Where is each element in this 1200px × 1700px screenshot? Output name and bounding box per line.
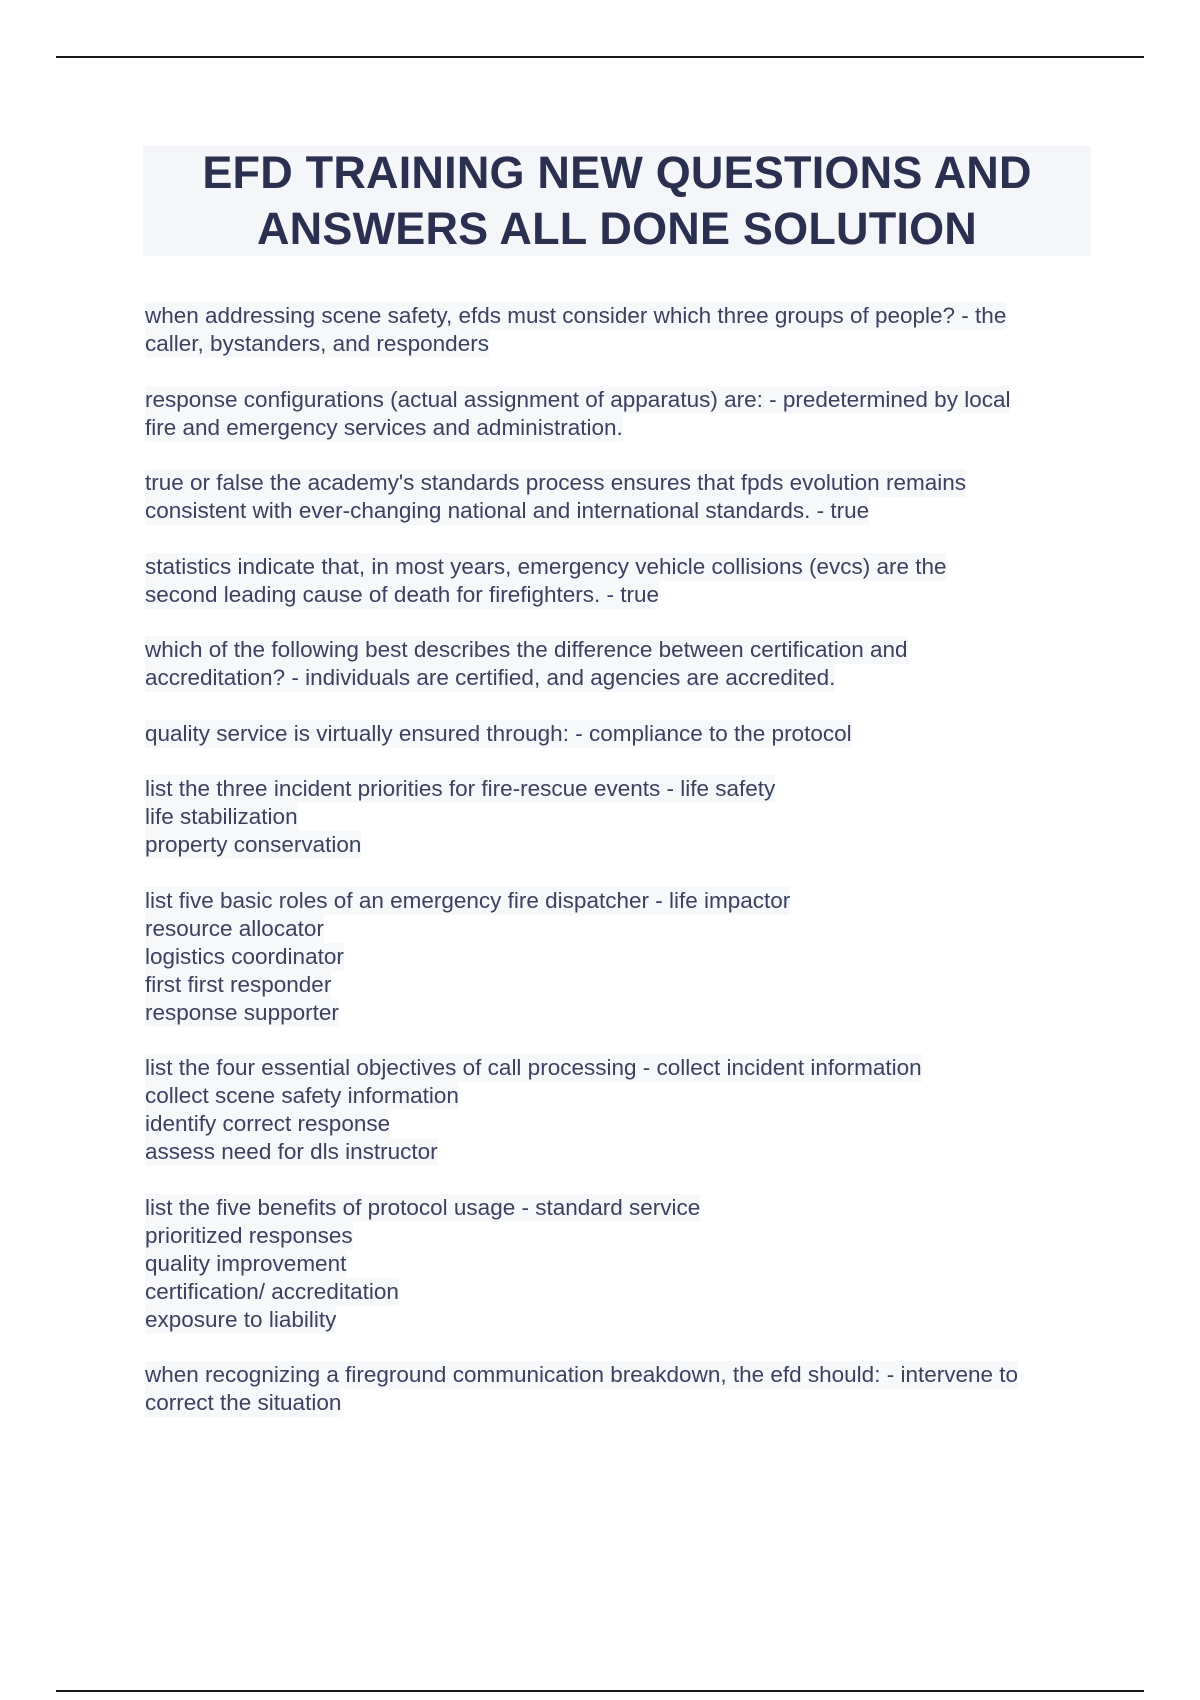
qa-item: [145, 1054, 1095, 1166]
qa-question-line: which of the following best describes the difference between certification and: [145, 637, 908, 662]
qa-question-line: list the five benefits of protocol usage - standard service: [145, 1194, 701, 1220]
qa-answer-line: accreditation? - individuals are certified, and agencies are accredited.: [145, 665, 836, 690]
qa-answer-line: caller, bystanders, and responders: [145, 331, 489, 356]
qa-answer-line: resource allocator: [145, 915, 324, 941]
qa-question-line: list the four essential objectives of call processing - collect incident information: [145, 1055, 922, 1080]
qa-answer-line: quality improvement: [145, 1250, 347, 1276]
qa-item: [145, 1361, 1095, 1417]
qa-answer-line: response supporter: [145, 999, 339, 1025]
qa-item: [145, 720, 1095, 748]
qa-answer-line: first first responder: [145, 971, 332, 997]
top-rule: [56, 56, 1144, 58]
qa-question-line: response configurations (actual assignment of apparatus) are: - predetermined by local: [145, 386, 1011, 412]
qa-answer-line: prioritized responses: [145, 1222, 353, 1248]
qa-question-line: quality service is virtually ensured through: - compliance to the protocol: [145, 720, 852, 746]
qa-answer-line: life stabilization: [145, 804, 298, 829]
qa-question-line: when addressing scene safety, efds must consider which three groups of people? - the: [145, 303, 1007, 328]
qa-question-line: list five basic roles of an emergency fire dispatcher - life impactor: [145, 887, 791, 913]
qa-item: [145, 1194, 1095, 1334]
qa-question-line: when recognizing a fireground communication breakdown, the efd should: - intervene to: [145, 1362, 1019, 1387]
qa-item: [145, 386, 1095, 442]
qa-item: [145, 469, 1095, 525]
qa-answer-line: collect scene safety information: [145, 1083, 459, 1108]
qa-answer-line: assess need for dls instructor: [145, 1139, 438, 1164]
qa-answer-line: identify correct response: [145, 1111, 391, 1136]
qa-question-line: list the three incident priorities for fire-rescue events - life safety: [145, 776, 776, 801]
qa-answer-line: consistent with ever-changing national and international standards. - true: [145, 498, 870, 523]
qa-answer-line: second leading cause of death for firefighters. - true: [145, 581, 660, 607]
qa-answer-line: exposure to liability: [145, 1306, 337, 1332]
qa-item: [145, 636, 1095, 692]
qa-answer-line: fire and emergency services and administration.: [145, 414, 623, 440]
qa-answer-line: certification/ accreditation: [145, 1278, 399, 1304]
qa-item: [145, 775, 1095, 859]
qa-answer-line: property conservation: [145, 832, 362, 857]
title-line-2: ANSWERS ALL DONE SOLUTION: [256, 203, 977, 254]
qa-question-line: true or false the academy's standards process ensures that fpds evolution remains: [145, 470, 966, 495]
qa-list: [145, 302, 1095, 1445]
qa-answer-line: logistics coordinator: [145, 943, 344, 969]
document-title: [143, 146, 1091, 256]
bottom-rule: [56, 1690, 1144, 1692]
qa-question-line: statistics indicate that, in most years, emergency vehicle collisions (evcs) are the: [145, 553, 947, 579]
title-line-1: EFD TRAINING NEW QUESTIONS AND: [202, 147, 1032, 198]
qa-item: [145, 553, 1095, 609]
qa-item: [145, 887, 1095, 1027]
qa-answer-line: correct the situation: [145, 1390, 342, 1415]
qa-item: [145, 302, 1095, 358]
